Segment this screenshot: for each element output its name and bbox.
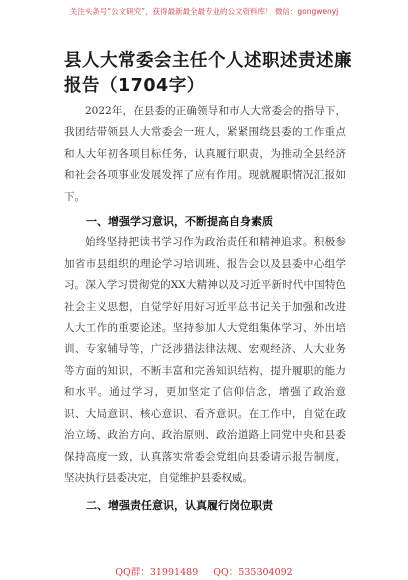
- document-title: 县人大常委会主任个人述职述责述廉报告（1704字）: [64, 51, 352, 96]
- footer-qq: QQ：535304092: [213, 567, 293, 578]
- footer-contact: [0, 564, 408, 578]
- section-heading-1: 一、增强学习意识，不断提高自身素质: [86, 215, 273, 229]
- intro-paragraph: 2022年，在县委的正确领导和市人大常委会的指导下，我团结带领县人大常委会一班人，紧紧围绕县委的工作重点和人大年初各项目标任务，认真履行职责，为推动全县经济和社会各项事业发展发挥了应有作用。现就履职情况汇报如下。: [64, 105, 346, 203]
- footer-qq-group: QQ群：31991489: [115, 567, 199, 578]
- document-body: [64, 101, 346, 517]
- section-1-paragraph: 始终坚持把读书学习作为政治责任和精神追求。积极参加省市县组织的理论学习培训班、报告会以及县委中心组学习。深入学习贯彻党的XX大精神以及习近平新时代中国特色社会主义思想，自觉学好用好习近平总书记关于加强和改进人大工作的重要论述。坚持参加人大党组集体学习、外出培训、专家辅导等，广泛涉猎法律法规、宏观经济、人大业务等方面的知识，不断丰富和完善知识结构，提升履职的能力和水平。通过学习，更加坚定了信仰信念，增强了政治意识、大局意识、核心意识、看齐意识。在工作中，自觉在政治立场、政治方向、政治原则、政治道路上同党中央和县委保持高度一致，认真落实常委会党组向县委请示报告制度，坚决执行县委决定，自觉维护县委权威。: [64, 236, 346, 484]
- section-heading-2: 二、增强责任意识，认真履行岗位职责: [86, 499, 273, 513]
- header-banner: 关注头条号“公文研究”，获得最新最全最专业的公文资料库！ 微信：gongwenyj: [69, 7, 339, 16]
